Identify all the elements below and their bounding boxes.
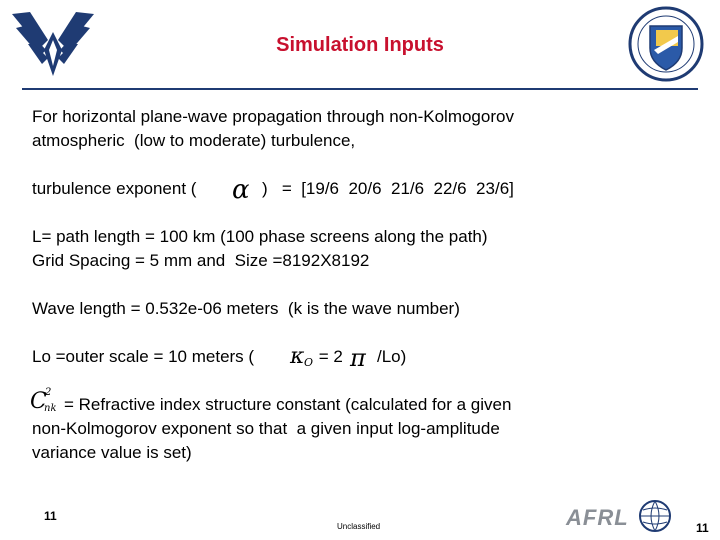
pi-symbol: π [350,344,366,372]
title-divider [22,88,698,90]
exponent-prefix: turbulence exponent ( [32,179,197,198]
cn2-subscript: nk [44,403,57,414]
cn2-symbol: C [30,389,47,414]
intro-line-1: For horizontal plane-wave propagation through non-Kolmogorov [32,107,514,126]
classification-label: Unclassified [337,522,381,531]
cn2-line-1: = Refractive index structure constant (calculated for a given [64,395,512,414]
cn2-superscript: 2 [45,387,52,398]
cn2-line-3: variance value is set) [32,443,192,462]
afrl-logo-text: AFRL [566,505,629,530]
alpha-symbol: α [232,175,250,205]
outer-scale-mid: = 2 [314,347,343,366]
slide-number-left: 11 [44,509,57,523]
kappa-subscript: O [304,356,314,369]
kappa-symbol: κ [290,344,305,369]
exponent-values: ) = [19/6 20/6 21/6 22/6 23/6] [262,179,514,198]
wavelength: Wave length = 0.532e-06 meters (k is the wave number) [32,299,460,318]
outer-scale-prefix: Lo =outer scale = 10 meters ( [32,347,255,366]
cn2-line-2: non-Kolmogorov exponent so that a given input log-amplitude [32,419,500,438]
path-length: L= path length = 100 km (100 phase screens along the path) [32,227,488,246]
slide-title: Simulation Inputs [276,34,444,56]
grid-spacing: Grid Spacing = 5 mm and Size =8192X8192 [32,251,370,270]
outer-scale-suffix: /Lo) [377,347,407,366]
slide-number-right: 11 [696,521,709,535]
intro-line-2: atmospheric (low to moderate) turbulence, [32,131,356,150]
afrl-emblem-icon [626,6,706,82]
